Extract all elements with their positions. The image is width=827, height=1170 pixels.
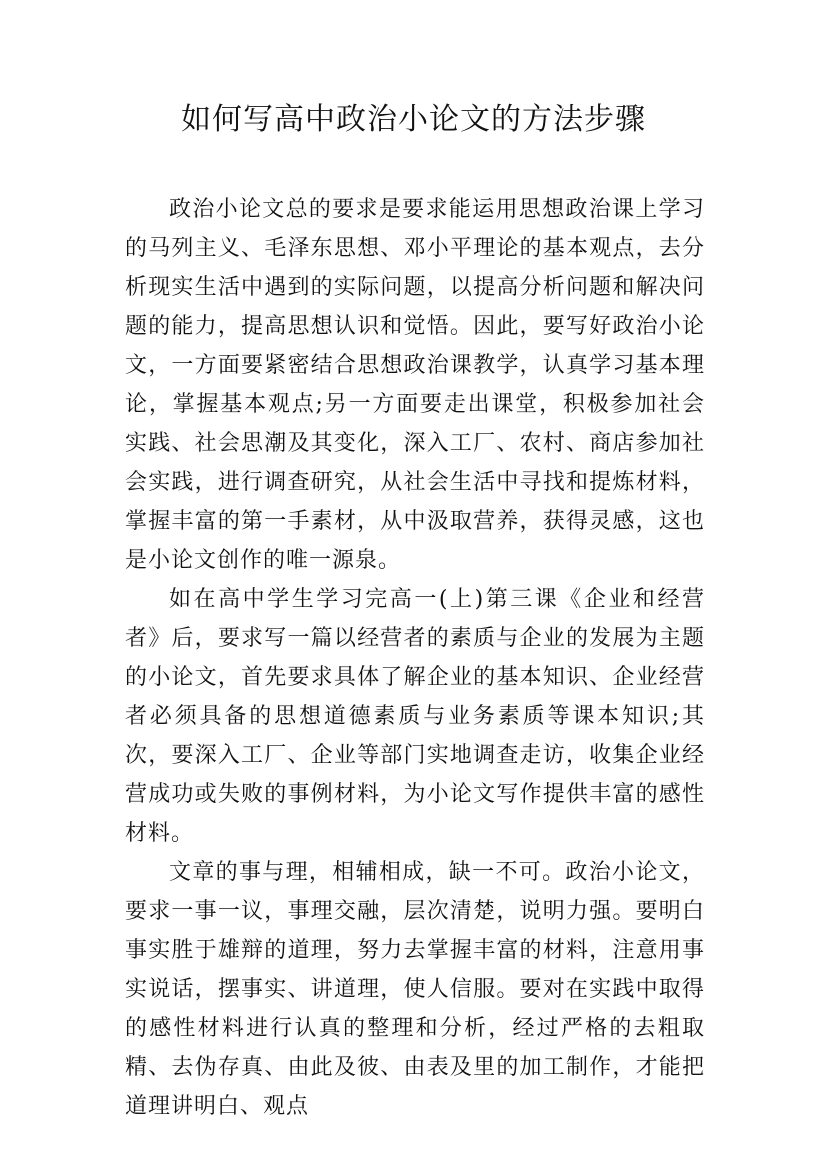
paragraph-2: 如在高中学生学习完高一(上)第三课《企业和经营者》后，要求写一篇以经营者的素质与企业的发展为主题的小论文，首先要求具体了解企业的基本知识、企业经营者必须具备的思想道德素质与业务素质等课本知识;其次，要深入工厂、企业等部门实地调查走访，收集企业经营成功或失败的事例材料，为小论文写作提供丰富的感性材料。 xyxy=(125,587,705,846)
paragraph-3: 文章的事与理，相辅相成，缺一不可。政治小论文，要求一事一议，事理交融，层次清楚，说明力强。要明白事实胜于雄辩的道理，努力去掌握丰富的材料，注意用事实说话，摆事实、讲道理，使人信服。要对在实践中取得的感性材料进行认真的整理和分析，经过严格的去粗取精、去伪存真、由此及彼、由表及里的加工制作，才能把道理讲明白、观点 xyxy=(125,860,705,1119)
paragraph-1: 政治小论文总的要求是要求能运用思想政治课上学习的马列主义、毛泽东思想、邓小平理论的基本观点，去分析现实生活中遇到的实际问题，以提高分析问题和解决问题的能力，提高思想认识和觉悟。因此，要写好政治小论文，一方面要紧密结合思想政治课教学，认真学习基本理论，掌握基本观点;另一方面要走出课堂，积极参加社会实践、社会思潮及其变化，深入工厂、农村、商店参加社会实践，进行调查研究，从社会生活中寻找和提炼材料，掌握丰富的第一手素材，从中汲取营养，获得灵感，这也是小论文创作的唯一源泉。 xyxy=(125,197,705,573)
document-title: 如何写高中政治小论文的方法步骤 xyxy=(181,102,646,137)
document-body xyxy=(125,190,705,1126)
